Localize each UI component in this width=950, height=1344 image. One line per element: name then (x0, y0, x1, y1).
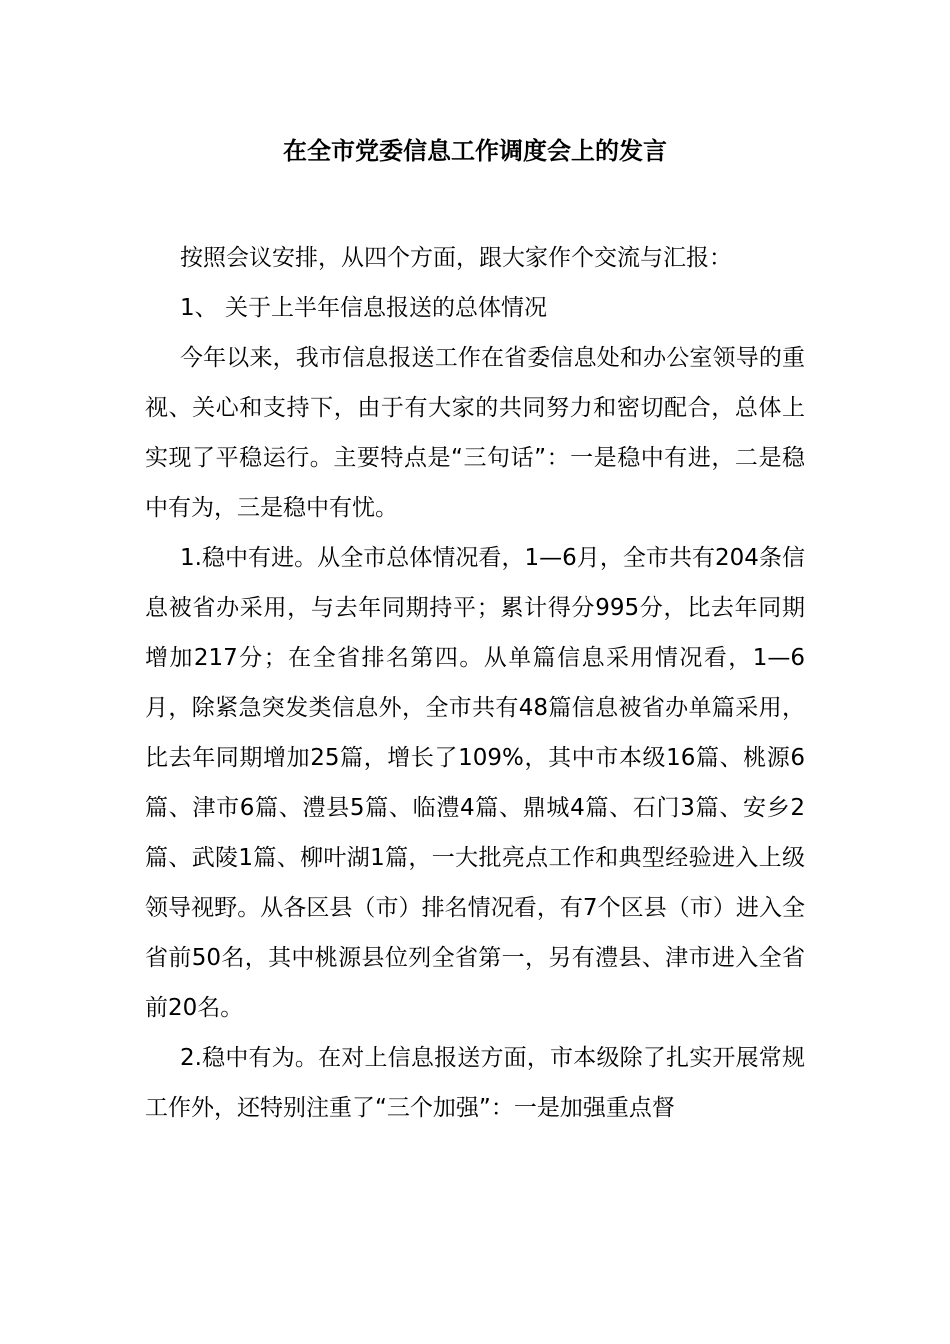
intro-paragraph: 按照会议安排，从四个方面，跟大家作个交流与汇报： (180, 245, 732, 271)
document-body (145, 233, 805, 1133)
document-title: 在全市党委信息工作调度会上的发言 (283, 137, 667, 165)
achievement-paragraph: 2.稳中有为。在对上信息报送方面，市本级除了扎实开展常规工作外，还特别注重了“三个加强”：一是加强重点督 (145, 1045, 805, 1121)
progress-paragraph: 1.稳中有进。从全市总体情况看，1—6月，全市共有204条信息被省办采用，与去年同期持平；累计得分995分，比去年同期增加217分；在全省排名第四。从单篇信息采用情况看，1—6月，除紧急突发类信息外，全市共有48篇信息被省办单篇采用，比去年同期增加25篇，增长了109%，其中市本级16篇、桃源6篇、津市6篇、澧县5篇、临澧4篇、鼎城4篇、石门3篇、安乡2篇、武陵1篇、柳叶湖1篇，一大批亮点工作和典型经验进入上级领导视野。从各区县（市）排名情况看，有7个区县（市）进入全省前50名，其中桃源县位列全省第一，另有澧县、津市进入全省前20名。 (145, 545, 805, 1021)
overview-paragraph: 今年以来，我市信息报送工作在省委信息处和办公室领导的重视、关心和支持下，由于有大家的共同努力和密切配合，总体上实现了平稳运行。主要特点是“三句话”：一是稳中有进，二是稳中有为，三是稳中有忧。 (145, 345, 805, 521)
section-heading-1: 1、 关于上半年信息报送的总体情况 (180, 295, 547, 321)
